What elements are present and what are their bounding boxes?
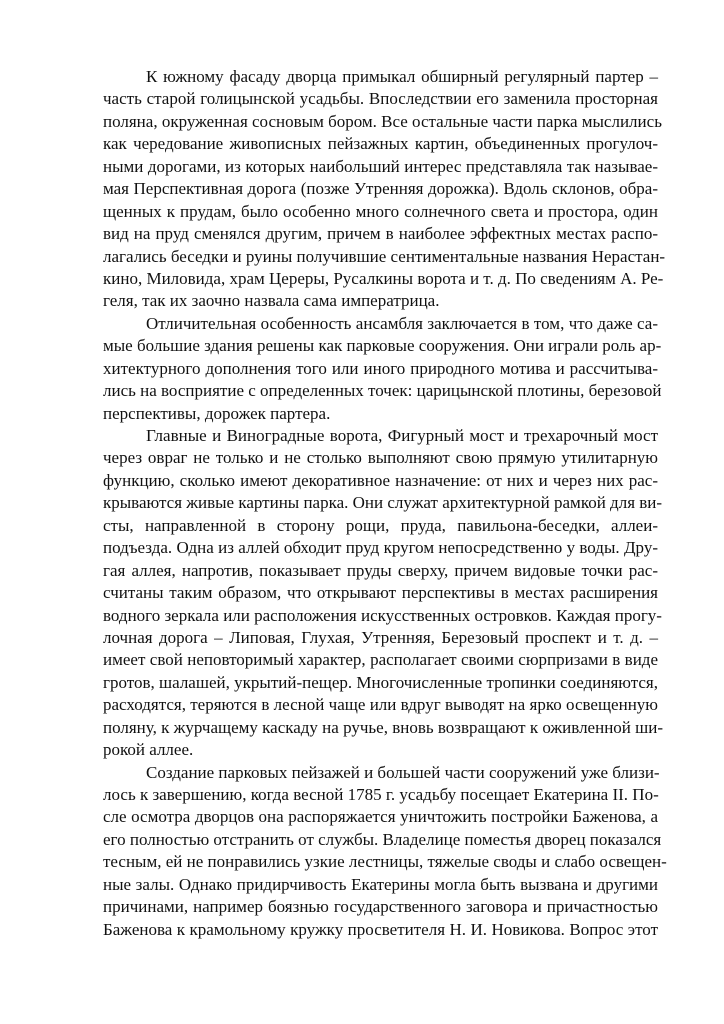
text-line: Главные и Виноградные ворота, Фигурный мост и трехарочный мост xyxy=(146,426,658,445)
text-line: расходятся, теряются в лесной чаще или вдруг выводят на ярко освещенную xyxy=(103,695,658,715)
paragraph xyxy=(103,66,666,313)
text-line: мая Перспективная дорога (позже Утренняя дорожка). Вдоль склонов, обра- xyxy=(103,179,658,199)
text-line: функцию, сколько имеют декоративное назначение: от них и через них рас- xyxy=(103,470,658,490)
text-line: ными дорогами, из которых наибольший интерес представляла так называе- xyxy=(103,156,658,176)
text-line: ные залы. Однако придирчивость Екатерины могла быть вызвана и другими xyxy=(103,874,658,894)
text-line: причинами, например боязнью государственного заговора и причастностью xyxy=(103,897,658,917)
text-line: перспективы, дорожек партера. xyxy=(103,403,331,423)
text-line: гая аллея, напротив, показывает пруды сверху, причем видовые точки рас- xyxy=(103,560,658,580)
text-line: Баженова к крамольному кружку просветителя Н. И. Новикова. Вопрос этот xyxy=(103,919,658,939)
text-line: тесным, ей не понравились узкие лестницы, тяжелые своды и слабо освещен- xyxy=(103,852,667,872)
text-line: вид на пруд сменялся другим, причем в наиболее эффектных местах распо- xyxy=(103,224,658,244)
text-line: крываются живые картины парка. Они служат архитектурной рамкой для ви- xyxy=(103,493,663,513)
text-line: его полностью отстранить от службы. Владелице поместья дворец показался xyxy=(103,829,662,849)
text-line: поляна, окруженная сосновым бором. Все остальные части парка мыслились xyxy=(103,111,662,131)
text-line: подъезда. Одна из аллей обходит пруд кругом непосредственно у воды. Дру- xyxy=(103,538,658,558)
text-line: водного зеркала или расположения искусственных островков. Каждая прогу- xyxy=(103,605,662,625)
text-line: сты, направленной в сторону рощи, пруда, павильона-беседки, аллеи- xyxy=(103,515,658,535)
text-line: как чередование живописных пейзажных картин, объединенных прогулоч- xyxy=(103,134,658,154)
text-line: кино, Миловида, храм Цереры, Русалкины ворота и т. д. По сведениям А. Ре- xyxy=(103,268,664,288)
text-line: лись на восприятие с определенных точек: царицынской плотины, березовой xyxy=(103,381,662,401)
text-line: лагались беседки и руины получившие сентиментальные названия Нерастан- xyxy=(103,246,666,266)
paragraph xyxy=(103,313,662,425)
text-line: лось к завершению, когда весной 1785 г. усадьбу посещает Екатерина II. По- xyxy=(103,785,659,804)
text-line: лочная дорога – Липовая, Глухая, Утренняя, Березовый проспект и т. д. – xyxy=(103,627,658,647)
text-line: щенных к прудам, было особенно много солнечного света и простора, один xyxy=(103,201,658,221)
text-line: К южному фасаду дворца примыкал обширный регулярный партер – xyxy=(146,67,658,86)
text-line: имеет свой неповторимый характер, располагает своими сюрпризами в виде xyxy=(103,650,658,670)
paragraph xyxy=(103,425,663,762)
text-line: рокой аллее. xyxy=(103,740,194,760)
text-line: геля, так их заочно назвала сама императрица. xyxy=(103,291,440,311)
text-line: через овраг не только и не столько выполняют свою прямую утилитарную xyxy=(103,448,658,468)
document-page xyxy=(103,66,667,941)
text-line: сле осмотра дворцов она распоряжается уничтожить постройки Баженова, а xyxy=(103,807,658,827)
text-line: Отличительная особенность ансамбля заключается в том, что даже са- xyxy=(146,313,658,333)
text-line: хитектурного дополнения того или иного природного мотива и рассчитыва- xyxy=(103,358,658,378)
text-line: часть старой голицынской усадьбы. Впоследствии его заменила просторная xyxy=(103,89,658,109)
text-line: гротов, шалашей, укрытий-пещер. Многочисленные тропинки соединяются, xyxy=(103,672,658,692)
text-line: считаны таким образом, что открывают перспективы в местах расширения xyxy=(103,583,658,603)
text-line: мые большие здания решены как парковые сооружения. Они играли роль ар- xyxy=(103,336,662,356)
text-line: Создание парковых пейзажей и большей части сооружений уже близи- xyxy=(146,762,660,782)
paragraph xyxy=(103,762,667,942)
text-line: поляну, к журчащему каскаду на ручье, вновь возвращают к оживленной ши- xyxy=(103,717,663,737)
